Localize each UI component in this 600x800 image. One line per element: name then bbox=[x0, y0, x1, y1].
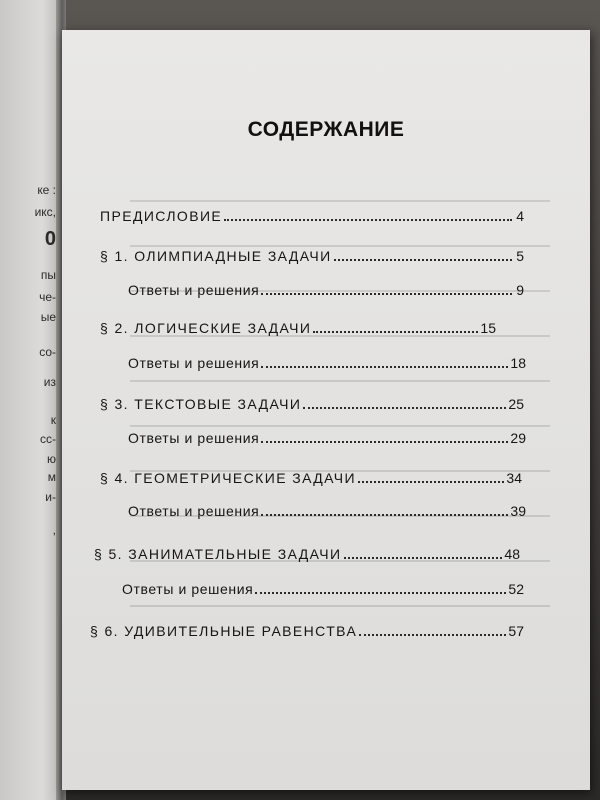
left-page-fragment: и- bbox=[45, 490, 56, 504]
toc-entry-label: Ответы и решения bbox=[128, 430, 260, 446]
page-title: СОДЕРЖАНИЕ bbox=[247, 118, 405, 141]
toc-page-number: 29 bbox=[510, 430, 526, 446]
toc-entry-label: § 1. ОЛИМПИАДНЫЕ ЗАДАЧИ bbox=[100, 248, 332, 264]
toc-entry-label: ПРЕДИСЛОВИЕ bbox=[100, 208, 223, 224]
left-page-fragment: кe : bbox=[37, 183, 56, 197]
toc-entry-label: § 2. ЛОГИЧЕСКИЕ ЗАДАЧИ bbox=[100, 320, 312, 336]
toc-entry-label: § 3. ТЕКСТОВЫЕ ЗАДАЧИ bbox=[100, 396, 302, 412]
left-page-fragment: пы bbox=[40, 268, 56, 282]
toc-entry-label: Ответы и решения bbox=[128, 503, 260, 519]
left-page-fragment: икс, bbox=[34, 205, 56, 219]
toc-entry-label: Ответы и решения bbox=[128, 355, 260, 371]
toc-entry[interactable] bbox=[100, 320, 496, 336]
toc-entry[interactable] bbox=[94, 546, 520, 562]
dot-leader bbox=[261, 366, 508, 368]
toc-page-number: 39 bbox=[510, 503, 526, 519]
toc-entry[interactable] bbox=[128, 503, 526, 519]
toc-entry-label: Ответы и решения bbox=[122, 581, 254, 597]
book-page bbox=[62, 30, 590, 790]
left-page-fragment: к bbox=[50, 413, 56, 427]
toc-page-number: 15 bbox=[480, 320, 496, 336]
toc-page-number: 9 bbox=[516, 282, 524, 298]
left-page-fragment: , bbox=[52, 523, 56, 537]
toc-entry-label: § 4. ГЕОМЕТРИЧЕСКИЕ ЗАДАЧИ bbox=[100, 470, 357, 486]
left-page-fragment: сс- bbox=[40, 432, 56, 446]
toc-page-number: 4 bbox=[516, 208, 524, 224]
left-page-fragment: со- bbox=[39, 345, 56, 359]
toc-page-number: 18 bbox=[510, 355, 526, 371]
dot-leader bbox=[224, 219, 512, 221]
toc-entry[interactable] bbox=[128, 355, 526, 371]
dot-leader bbox=[261, 514, 508, 516]
dot-leader bbox=[359, 634, 506, 636]
dot-leader bbox=[358, 481, 504, 483]
toc-page-number: 34 bbox=[506, 470, 522, 486]
dot-leader bbox=[261, 441, 508, 443]
toc-entry-label: Ответы и решения bbox=[128, 282, 260, 298]
dot-leader bbox=[255, 592, 506, 594]
toc-entry-label: § 6. УДИВИТЕЛЬНЫЕ РАВЕНСТВА bbox=[90, 623, 358, 639]
left-page bbox=[0, 0, 60, 800]
toc-entry[interactable] bbox=[122, 581, 524, 597]
toc-page-number: 52 bbox=[508, 581, 524, 597]
left-page-fragment: из bbox=[43, 375, 56, 389]
toc-page-number: 48 bbox=[504, 546, 520, 562]
dot-leader bbox=[313, 331, 478, 333]
left-page-fragment: че- bbox=[39, 290, 56, 304]
left-page-fragment: 0 bbox=[44, 228, 56, 250]
toc-entry[interactable] bbox=[100, 470, 522, 486]
dot-leader bbox=[303, 407, 506, 409]
toc-page-number: 57 bbox=[508, 623, 524, 639]
toc-entry[interactable] bbox=[100, 396, 524, 412]
dot-leader bbox=[344, 557, 503, 559]
dot-leader bbox=[334, 259, 512, 261]
toc-entry[interactable] bbox=[128, 430, 526, 446]
toc-page-number: 25 bbox=[508, 396, 524, 412]
toc-entry-label: § 5. ЗАНИМАТЕЛЬНЫЕ ЗАДАЧИ bbox=[94, 546, 342, 562]
toc-entry[interactable] bbox=[100, 248, 524, 264]
toc-page-number: 5 bbox=[516, 248, 524, 264]
left-page-fragment: м bbox=[47, 470, 56, 484]
table-of-contents bbox=[62, 30, 590, 790]
toc-entry[interactable] bbox=[100, 208, 524, 224]
toc-entry[interactable] bbox=[90, 623, 524, 639]
dot-leader bbox=[261, 293, 512, 295]
toc-entry[interactable] bbox=[128, 282, 524, 298]
left-page-fragment: ые bbox=[40, 310, 56, 324]
left-page-fragment: ю bbox=[47, 452, 56, 466]
